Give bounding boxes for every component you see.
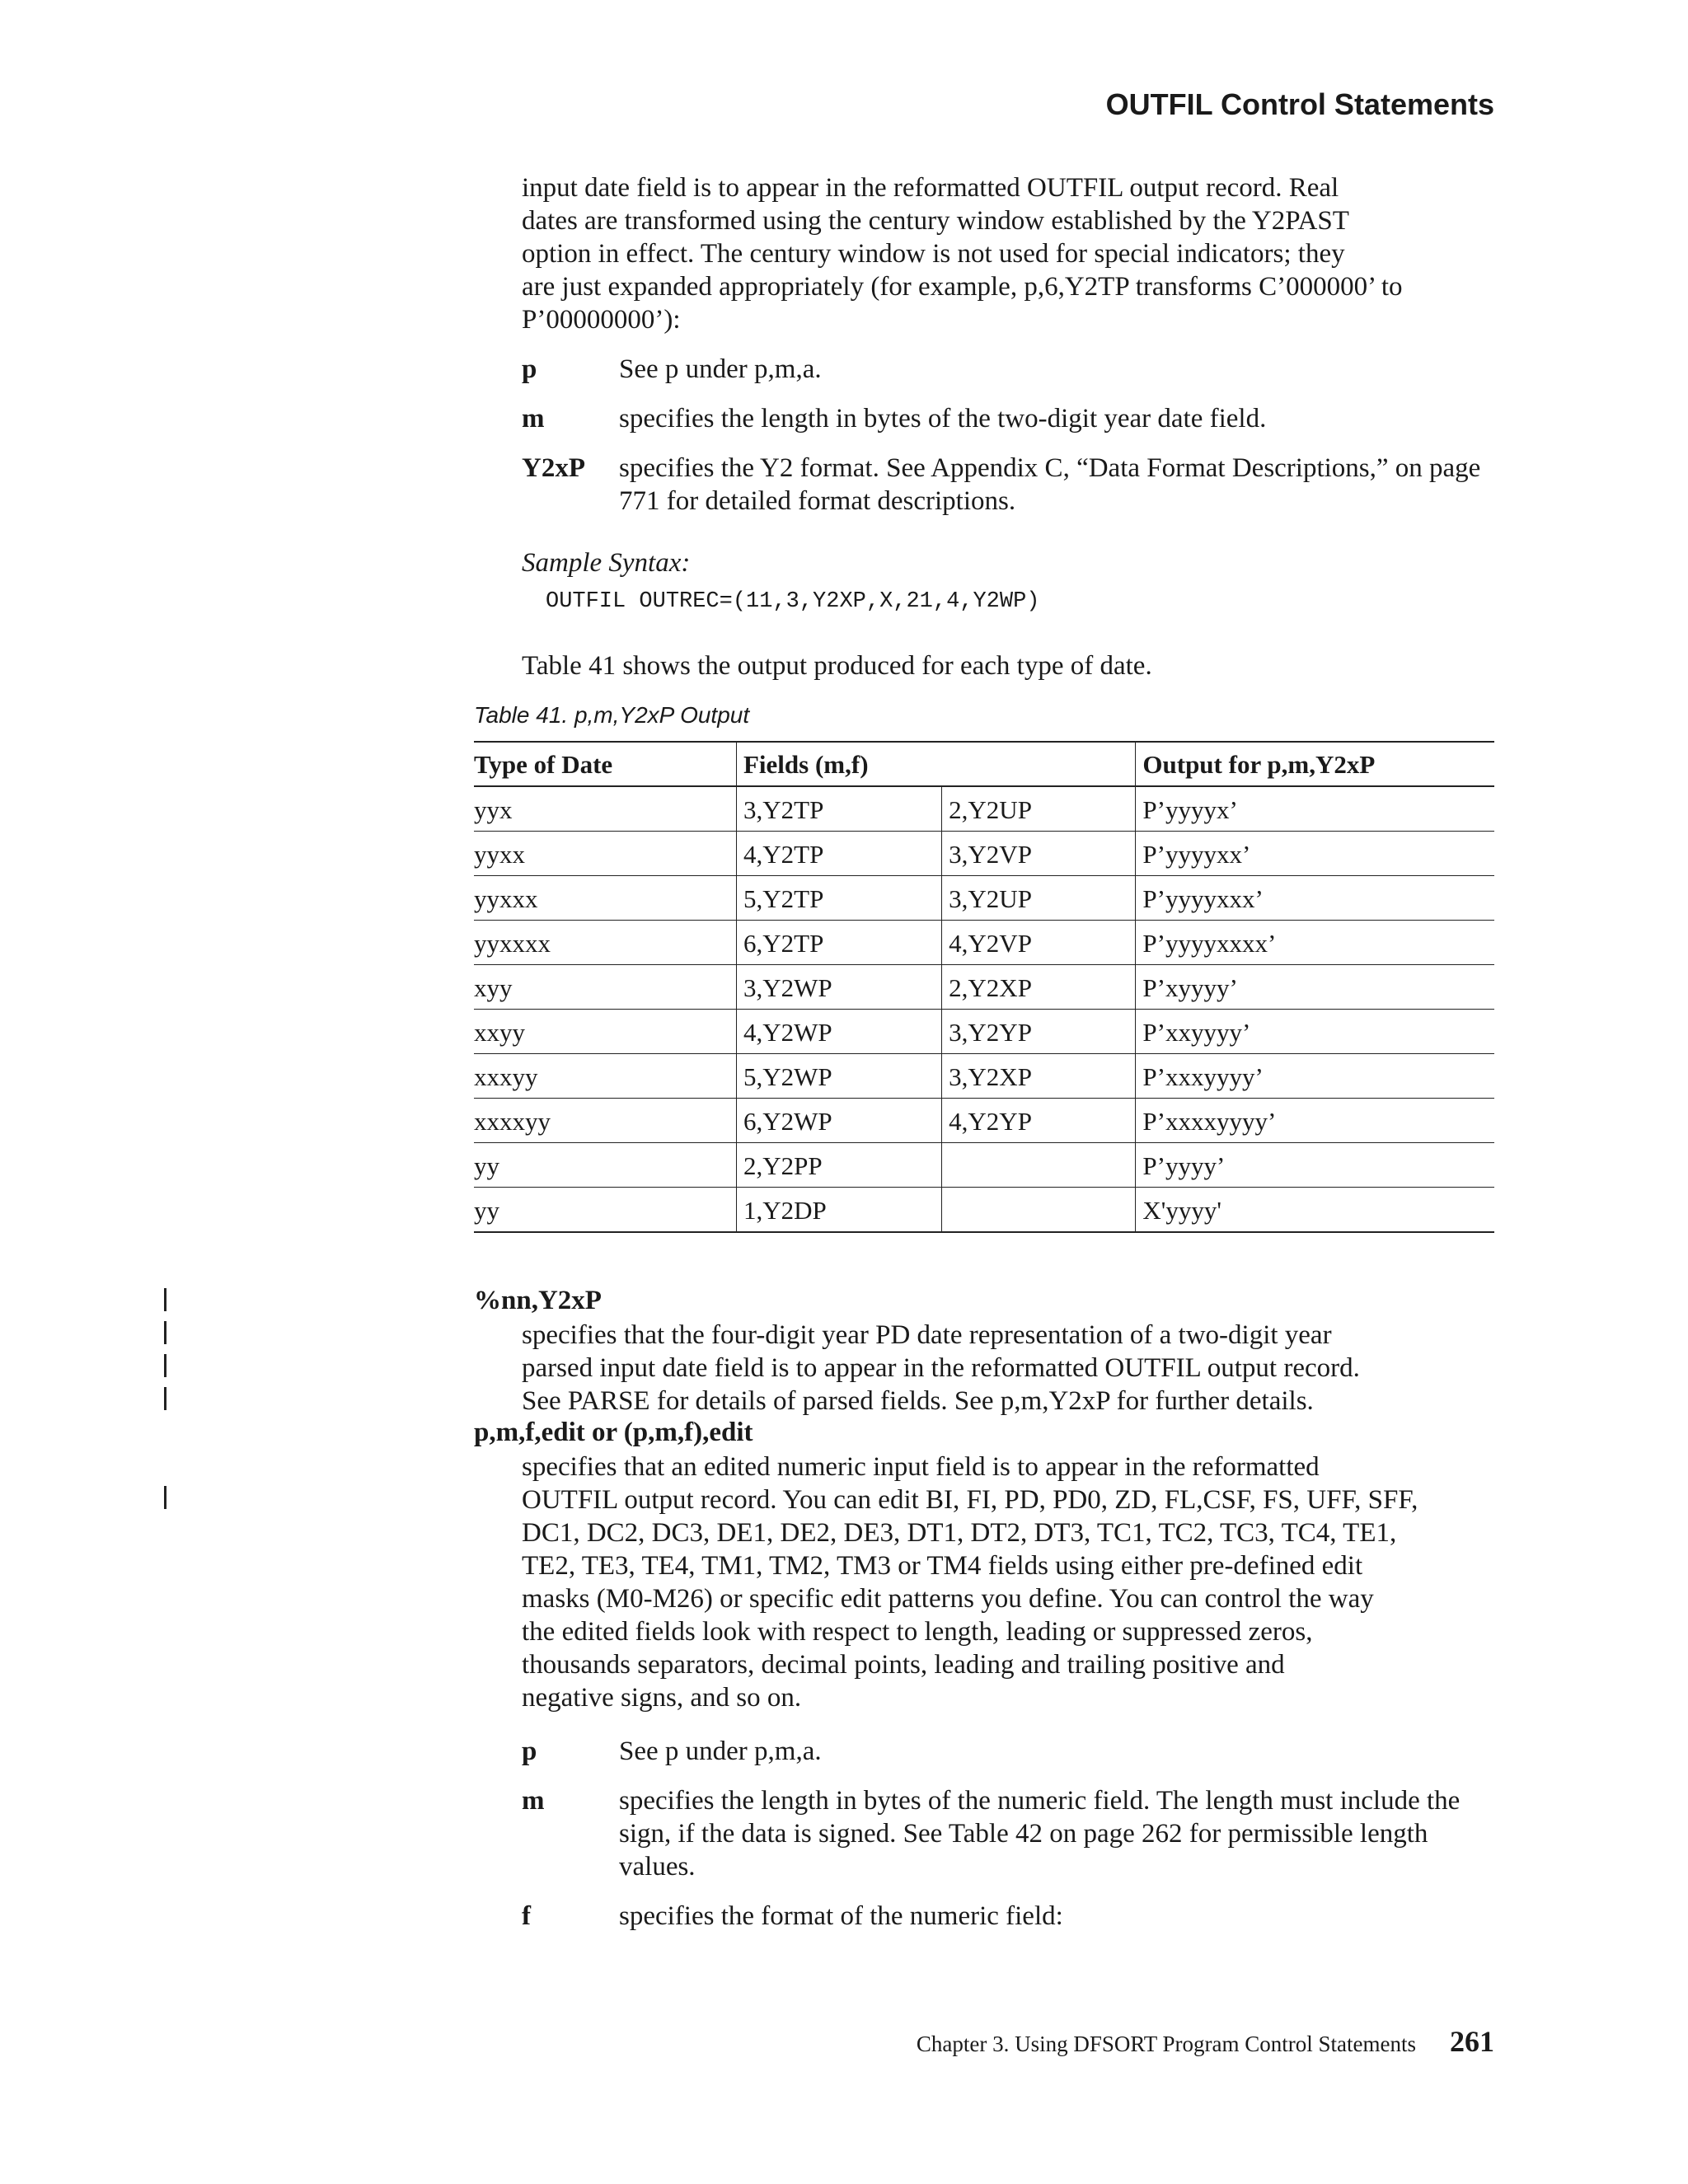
definition-item <box>522 353 1494 386</box>
table-cell: yyxxxx <box>474 921 737 965</box>
table-row <box>474 1143 1494 1188</box>
table-cell: X'yyyy' <box>1136 1188 1494 1233</box>
table-cell: 2,Y2UP <box>942 786 1136 832</box>
table-cell: 6,Y2TP <box>737 921 942 965</box>
table-cell: 6,Y2WP <box>737 1099 942 1143</box>
table-row <box>474 832 1494 876</box>
table-cell: yyx <box>474 786 737 832</box>
definition-item <box>522 1900 1494 1933</box>
table-cell: 4,Y2WP <box>737 1010 942 1054</box>
definition-term: p <box>522 1736 537 1766</box>
table-header-cell: Fields (m,f) <box>737 742 1136 786</box>
text-line: are just expanded appropriately (for example, p,6,Y2TP transforms C’000000’ to <box>522 272 1403 302</box>
sample-syntax-code: OUTFIL OUTREC=(11,3,Y2XP,X,21,4,Y2WP) <box>546 589 1040 614</box>
definition-term: m <box>522 404 545 434</box>
text-line: OUTFIL output record. You can edit BI, FI, PD, PD0, ZD, FL,CSF, FS, UFF, SFF, <box>522 1485 1418 1515</box>
table-cell: 5,Y2WP <box>737 1054 942 1099</box>
table-cell: 4,Y2TP <box>737 832 942 876</box>
change-bar <box>164 1321 166 1344</box>
table-cell: P’yyyyxxxx’ <box>1136 921 1494 965</box>
definition-desc: See p under p,m,a. <box>619 354 822 384</box>
definition-item <box>522 402 1494 435</box>
text-line: TE2, TE3, TE4, TM1, TM2, TM3 or TM4 fields using either pre-defined edit <box>522 1551 1363 1581</box>
table-row <box>474 876 1494 921</box>
table-cell: P’yyyyx’ <box>1136 786 1494 832</box>
table-cell: xxxxyy <box>474 1099 737 1143</box>
text-line: P’00000000’): <box>522 305 681 335</box>
entry-description <box>522 1319 1494 1418</box>
table-cell: P’yyyyxx’ <box>1136 832 1494 876</box>
definition-desc: See p under p,m,a. <box>619 1736 822 1766</box>
table-cell: 4,Y2YP <box>942 1099 1136 1143</box>
table-cell: 2,Y2PP <box>737 1143 942 1188</box>
text-line: specifies that the four-digit year PD date representation of a two-digit year <box>522 1320 1332 1350</box>
table-cell: P’yyyyxxx’ <box>1136 876 1494 921</box>
table-row <box>474 1010 1494 1054</box>
text-line: negative signs, and so on. <box>522 1683 802 1713</box>
definition-desc: specifies the length in bytes of the two-digit year date field. <box>619 404 1267 434</box>
table-row <box>474 1054 1494 1099</box>
table-cell <box>942 1188 1136 1233</box>
table-row <box>474 1099 1494 1143</box>
entry-term: p,m,f,edit or (p,m,f),edit <box>474 1418 753 1447</box>
table-cell: 1,Y2DP <box>737 1188 942 1233</box>
table-cell: yyxxx <box>474 876 737 921</box>
footer-chapter-title: Chapter 3. Using DFSORT Program Control Statements <box>916 2032 1416 2056</box>
table-row <box>474 786 1494 832</box>
sample-syntax-label: Sample Syntax: <box>522 548 691 578</box>
text-line: masks (M0-M26) or specific edit patterns you define. You can control the way <box>522 1584 1374 1614</box>
table-cell: xxyy <box>474 1010 737 1054</box>
table-cell: xyy <box>474 965 737 1010</box>
definition-desc: specifies the Y2 format. See Appendix C, “Data Format Descriptions,” on page 771 for detailed format descriptions. <box>619 453 1481 516</box>
change-bar <box>164 1486 166 1509</box>
text-line: parsed input date field is to appear in the reformatted OUTFIL output record. <box>522 1353 1360 1383</box>
intro-paragraph <box>522 171 1494 336</box>
definition-term: p <box>522 354 537 384</box>
text-line: thousands separators, decimal points, leading and trailing positive and <box>522 1650 1285 1680</box>
page-number: 261 <box>1450 2025 1494 2058</box>
table-cell: yy <box>474 1188 737 1233</box>
definition-term: f <box>522 1901 531 1931</box>
table-cell: P’xxxyyyy’ <box>1136 1054 1494 1099</box>
table-cell: yyxx <box>474 832 737 876</box>
text-line: DC1, DC2, DC3, DE1, DE2, DE3, DT1, DT2, DT3, TC1, TC2, TC3, TC4, TE1, <box>522 1518 1397 1548</box>
text-line: specifies that an edited numeric input field is to appear in the reformatted <box>522 1452 1320 1482</box>
date-output-table <box>474 741 1494 1233</box>
table-body <box>474 786 1494 1232</box>
table-cell: 3,Y2VP <box>942 832 1136 876</box>
table-cell: P’xxxxyyyy’ <box>1136 1099 1494 1143</box>
definition-term: Y2xP <box>522 453 585 483</box>
table-intro: Table 41 shows the output produced for each type of date. <box>522 651 1152 681</box>
table-header-row <box>474 742 1494 786</box>
text-line: the edited fields look with respect to length, leading or suppressed zeros, <box>522 1617 1313 1647</box>
table-cell: P’xyyyy’ <box>1136 965 1494 1010</box>
table-cell: 3,Y2WP <box>737 965 942 1010</box>
change-bar <box>164 1354 166 1377</box>
text-line: See PARSE for details of parsed fields. See p,m,Y2xP for further details. <box>522 1386 1314 1416</box>
table-row <box>474 965 1494 1010</box>
table-cell: P’xxyyyy’ <box>1136 1010 1494 1054</box>
definition-term: m <box>522 1786 545 1816</box>
definition-item <box>522 452 1494 518</box>
table-cell: 3,Y2TP <box>737 786 942 832</box>
table-cell: yy <box>474 1143 737 1188</box>
text-line: input date field is to appear in the reformatted OUTFIL output record. Real <box>522 173 1339 203</box>
table-cell <box>942 1143 1136 1188</box>
page-header: OUTFIL Control Statements <box>1105 87 1494 121</box>
definition-desc: specifies the length in bytes of the numeric field. The length must include the sign, if the data is signed. See Table 42 on page 262 for permissible length values. <box>619 1786 1461 1882</box>
table-cell: 4,Y2VP <box>942 921 1136 965</box>
definition-desc: specifies the format of the numeric field: <box>619 1901 1063 1931</box>
table-row <box>474 1188 1494 1233</box>
table-cell: 3,Y2UP <box>942 876 1136 921</box>
definition-list <box>522 353 1494 534</box>
definition-item <box>522 1735 1494 1768</box>
table-cell: xxxyy <box>474 1054 737 1099</box>
change-bar <box>164 1288 166 1311</box>
definition-item <box>522 1784 1494 1883</box>
change-bar <box>164 1387 166 1410</box>
table-header-cell: Output for p,m,Y2xP <box>1136 742 1494 786</box>
table-row <box>474 921 1494 965</box>
definition-list <box>522 1735 1494 1949</box>
table-cell: 3,Y2YP <box>942 1010 1136 1054</box>
entry-description <box>522 1451 1494 1714</box>
table-cell: 3,Y2XP <box>942 1054 1136 1099</box>
entry-term: %nn,Y2xP <box>474 1286 602 1315</box>
table-cell: 2,Y2XP <box>942 965 1136 1010</box>
text-line: dates are transformed using the century window established by the Y2PAST <box>522 206 1349 236</box>
table-header-cell: Type of Date <box>474 742 737 786</box>
table-caption: Table 41. p,m,Y2xP Output <box>474 702 750 728</box>
table-cell: P’yyyy’ <box>1136 1143 1494 1188</box>
text-line: option in effect. The century window is not used for special indicators; they <box>522 239 1345 269</box>
table-cell: 5,Y2TP <box>737 876 942 921</box>
